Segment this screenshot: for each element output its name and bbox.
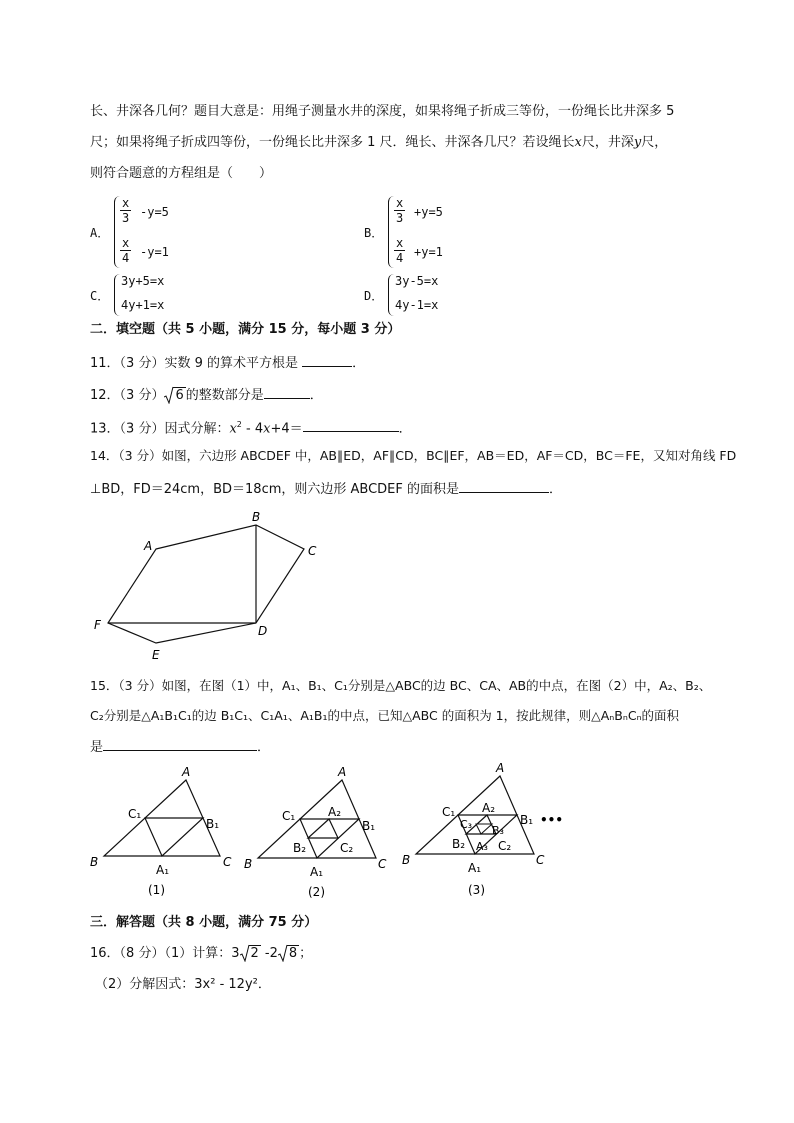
option-b-frac2: $\frac{x}{4}$ [396,236,404,265]
option-c-brace [114,274,121,316]
q15-line1: 15．（3 分）如图，在图（1）中，A₁、B₁、C₁分别是△ABC的边 BC、CA、AB的中点，在图（2）中，A₂、B₂、 [90,678,712,693]
svg-text:C₂: C₂ [498,839,512,853]
svg-text:(3): (3) [468,883,485,897]
option-d-eq1: 3y-5=x [395,274,439,288]
svg-text:B₁: B₁ [362,819,376,833]
option-d-label: D． [364,289,384,303]
svg-text:A: A [496,762,505,775]
svg-text:B₃: B₃ [492,824,504,837]
section3-title: 三．解答题（共 8 小题，满分 75 分） [90,915,318,930]
q12-answer-blank [264,384,310,399]
svg-text:A₁: A₁ [156,863,170,877]
q14-answer-blank [459,478,549,493]
svg-text:A₂: A₂ [482,801,496,815]
option-a-label: A． [90,226,110,240]
svg-text:(2): (2) [308,885,325,899]
triangle-figure-3 [402,762,563,897]
section2-title: 二．填空题（共 5 小题，满分 15 分，每小题 3 分） [90,322,401,337]
svg-text:A₁: A₁ [468,861,482,875]
q15-answer-blank [103,736,257,751]
svg-text:C₁: C₁ [282,809,296,823]
option-c-eq2: 4y+1=x [121,298,165,312]
vertex-a: A [144,539,153,553]
svg-text:C₂: C₂ [340,841,354,855]
svg-text:A: A [338,765,347,779]
vertex-e: E [152,648,160,662]
q15-line3: 是 ． [90,736,270,758]
svg-text:B₁: B₁ [206,817,220,831]
triangle-figures [80,762,580,902]
svg-text:C₁: C₁ [128,807,142,821]
triangle-figure-1 [90,765,232,897]
svg-text:B: B [402,853,411,867]
option-c-label: C． [90,289,110,303]
option-b-eq2-rest: +y=1 [414,245,443,259]
option-a-eq1-rest: -y=5 [140,205,169,219]
vertex-c: C [308,544,317,558]
sqrt-symbol: 8 [278,944,299,964]
sqrt-symbol: 6 [164,386,185,406]
option-a-eq2-rest: -y=1 [140,245,169,259]
q14-line2: ⊥BD，FD＝24cm，BD＝18cm，则六边形 ABCDEF 的面积是 ． [90,478,562,500]
sqrt-symbol: 2 [240,944,261,964]
option-d-eq2: 4y-1=x [395,298,439,312]
q13-answer-blank [303,417,399,432]
problem10-line2: 尺；如果将绳子折成四等份，一份绳长比井深多 1 尺．绳长、井深各几尺？若设绳长x尺，井深y尺， [90,135,668,150]
hexagon-figure [80,505,340,665]
svg-text:A: A [182,765,191,779]
svg-text:A₁: A₁ [310,865,324,879]
q11: 11．（3 分）实数 9 的算术平方根是 ． [90,352,365,374]
triangle-figure-2 [244,765,387,899]
problem10-line3: 则符合题意的方程组是（ ） [90,166,273,181]
q15-line2: C₂分别是△A₁B₁C₁的边 B₁C₁、C₁A₁、A₁B₁的中点，已知△ABC 的面积为 1，按此规律，则△AₙBₙCₙ的面积 [90,708,680,723]
option-b-label: B． [364,226,384,240]
option-a-frac2: $\frac{x}{4}$ [122,236,130,265]
q12: 12．（3 分） 6 的整数部分是 ． [90,384,323,406]
hexagon-outline [108,525,304,643]
svg-text:C: C [378,857,387,871]
q11-answer-blank [302,352,352,367]
vertex-b: B [252,510,261,524]
svg-text:C₃: C₃ [460,818,473,831]
option-b-frac1: $\frac{x}{3}$ [396,196,404,225]
svg-text:B: B [90,855,99,869]
svg-text:A₂: A₂ [328,805,342,819]
q16-part2: （2）分解因式：3x² - 12y²． [95,977,271,992]
svg-text:C: C [223,855,232,869]
svg-text:B₂: B₂ [293,841,307,855]
svg-text:C: C [536,853,545,867]
vertex-f: F [94,618,101,632]
problem10-line1: 长、井深各几何？题目大意是：用绳子测量水井的深度，如果将绳子折成三等份，一份绳长比井深多 5 [90,104,675,119]
q13: 13．（3 分）因式分解：$x^2 - 4x+4=$ ． [90,415,412,439]
svg-text:A₃: A₃ [476,840,488,853]
svg-text:B₂: B₂ [452,837,466,851]
svg-text:(1): (1) [148,883,165,897]
option-c-eq1: 3y+5=x [121,274,165,288]
option-d-brace [388,274,395,316]
svg-text:B₁: B₁ [520,813,534,827]
q14-line1: 14．（3 分）如图，六边形 ABCDEF 中，AB∥ED，AF∥CD，BC∥EF，AB＝ED，AF＝CD，BC＝FE，又知对角线 FD [90,448,737,463]
svg-text:C₁: C₁ [442,805,456,819]
svg-text:•••: ••• [540,813,564,827]
option-b-eq1-rest: +y=5 [414,205,443,219]
q16-part1: 16．（8 分）（1）计算：3 2 -2 8 ； [90,944,312,964]
option-a-frac1: $\frac{x}{3}$ [122,196,130,225]
svg-text:B: B [244,857,253,871]
vertex-d: D [258,624,268,638]
